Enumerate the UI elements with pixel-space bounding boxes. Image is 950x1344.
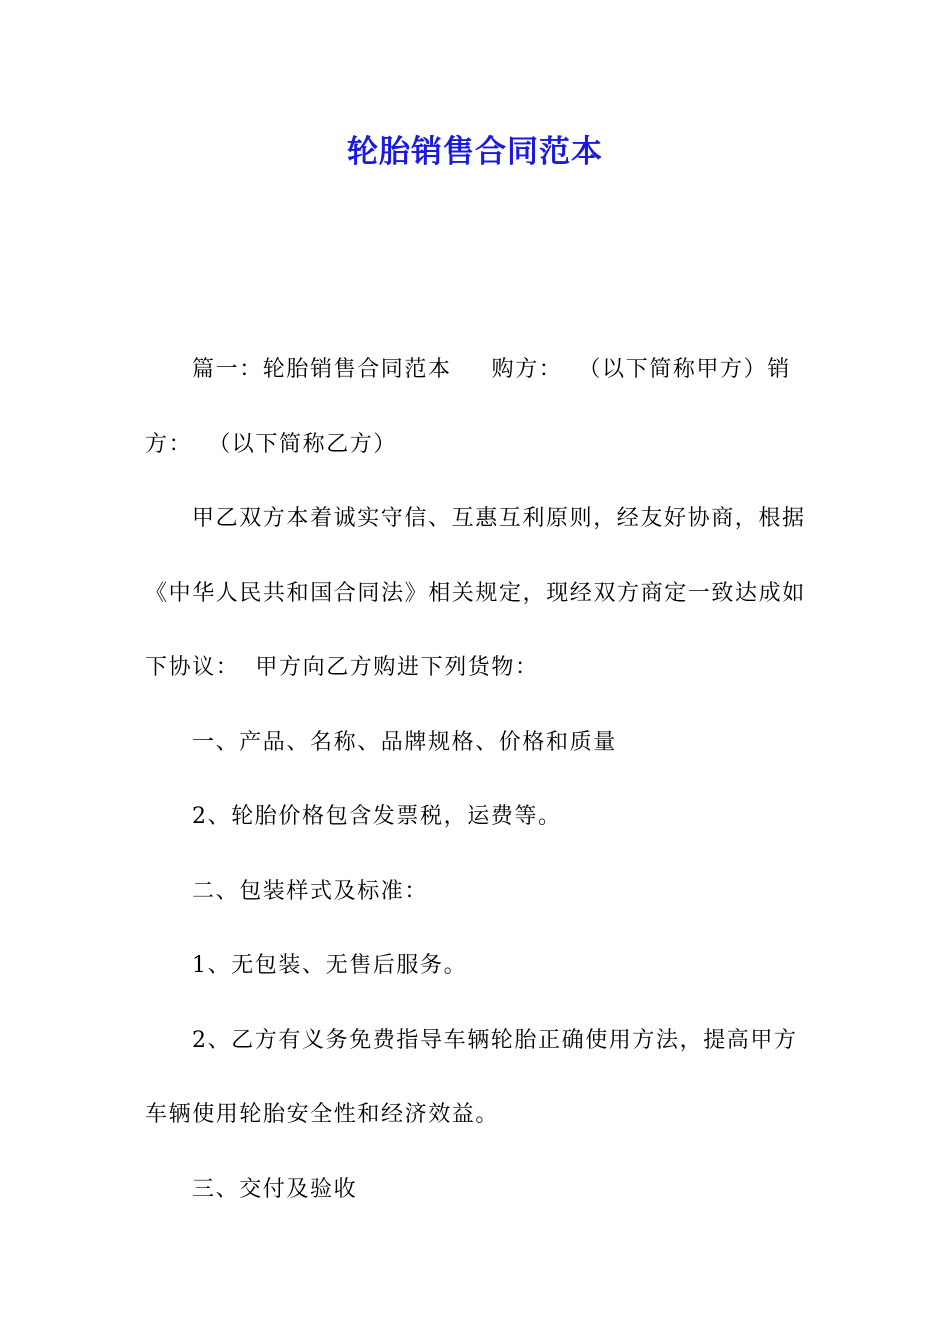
clause-2-heading: 二、包装样式及标准： (192, 878, 429, 904)
buyer-label: 购方： (491, 357, 563, 382)
clause-2-item-1: 1、无包装、无售后服务。 (192, 953, 468, 978)
buyer-alias: （以下简称甲方） (578, 357, 768, 382)
purchase-text: 甲方向乙方购进下列货物： (255, 655, 539, 680)
seller-alias: （以下简称乙方） (208, 431, 398, 457)
section-heading: 篇一：轮胎销售合同范本 (192, 357, 452, 382)
preamble-text: 甲乙双方本着诚实守信、互惠互利原则，经友好协商，根据《中华人民共和国合同法》相关规定，现经双方商定一致达成如下协议： (145, 506, 806, 680)
document-body (145, 333, 807, 1227)
paragraph-preamble (145, 482, 807, 706)
document-title: 轮胎销售合同范本 (347, 134, 603, 170)
seller-label: 销方： (145, 357, 791, 457)
clause-2-item-2: 2、乙方有义务免费指导车辆轮胎正确使用方法，提高甲方车辆使用轮胎安全性和经济效益。 (145, 1027, 798, 1127)
clause-1-item-2: 2、轮胎价格包含发票税，运费等。 (192, 804, 562, 829)
clause-3-heading: 三、交付及验收 (192, 1176, 358, 1202)
clause-1-heading: 一、产品、名称、品牌规格、价格和质量 (192, 729, 617, 755)
paragraph-parties (145, 333, 807, 482)
